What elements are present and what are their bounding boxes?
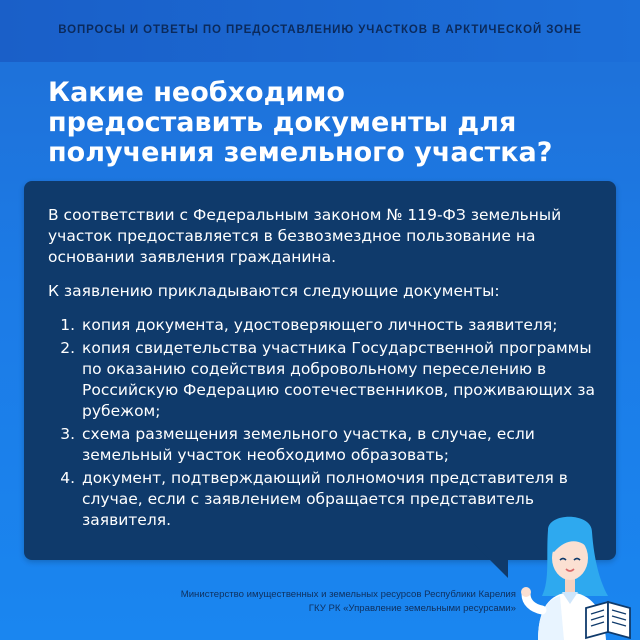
- footer-agency: ГКУ РК «Управление земельными ресурсами»: [308, 603, 516, 614]
- documents-list: [48, 315, 596, 531]
- footer: [36, 588, 516, 616]
- card-text: [48, 205, 596, 533]
- list-item: 1. копия документа, удостоверяющего личность заявителя;: [80, 315, 596, 336]
- documents-intro: К заявлению прикладываются следующие документы:: [48, 282, 500, 300]
- list-item: 4. документ, подтверждающий полномочия представителя в случае, если с заявлением обращается представитель заявителя.: [80, 468, 596, 531]
- intro-paragraph: В соответствии с Федеральным законом № 119-ФЗ земельный участок предоставляется в безвозмездное пользование на основании заявления гражданина.: [48, 206, 562, 266]
- woman-with-book-illustration: [508, 510, 640, 640]
- footer-ministry: Министерство имущественных и земельных ресурсов Республики Карелия: [180, 589, 516, 600]
- page-title: Какие необходимо предоставить документы для получения земельного участка?: [48, 77, 553, 168]
- list-item: 2. копия свидетельства участника Государственной программы по оказанию содействия добровольному переселению в Российскую Федерацию соотечественников, проживающих за рубежом;: [80, 338, 596, 422]
- content-card: [24, 181, 616, 560]
- list-item: 3. схема размещения земельного участка, в случае, если земельный участок необходимо образовать;: [80, 424, 596, 466]
- header-title: ВОПРОСЫ И ОТВЕТЫ ПО ПРЕДОСТАВЛЕНИЮ УЧАСТКОВ В АРКТИЧЕСКОЙ ЗОНЕ: [58, 24, 582, 36]
- speech-bubble-tail-icon: [474, 544, 508, 578]
